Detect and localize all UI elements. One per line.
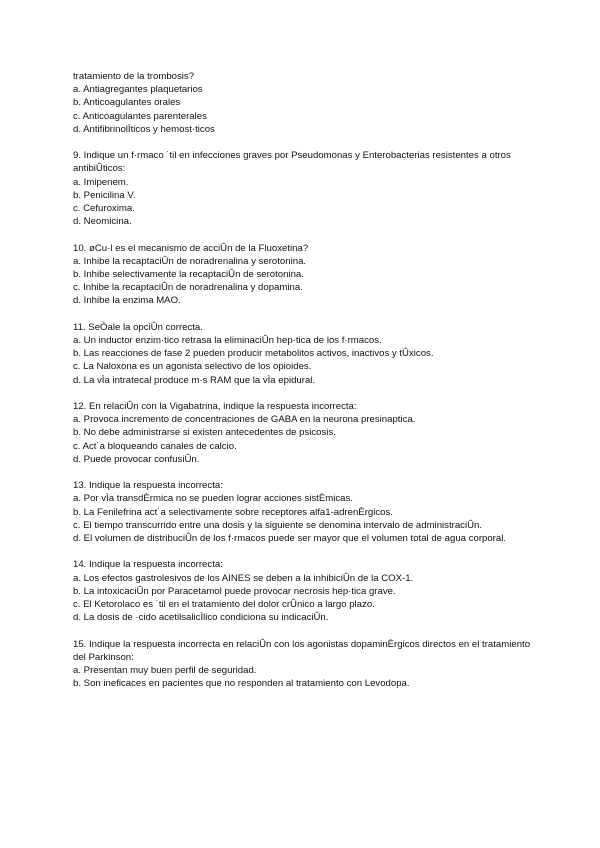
question-stem: 11. SeÒale la opciÛn correcta. (73, 321, 203, 333)
option-a: a. Por vÌa transdÈrmica no se pueden lograr acciones sistÈmicas. (73, 493, 353, 505)
question-block (73, 479, 543, 545)
option-a: a. Antiagregantes plaquetarios (73, 84, 203, 96)
question-stem: 15. Indique la respuesta incorrecta en relaciÛn con los agonistas dopaminÈrgicos directos en el tratamiento del Parkinson: (73, 638, 533, 663)
question-stem: 10. øCu·l es el mecanismo de acciÛn de la Fluoxetina? (73, 242, 309, 254)
option-c: c. Anticoagulantes parenterales (73, 110, 207, 122)
option-b: b. No debe administrarse si existen antecedentes de psicosis. (73, 427, 336, 439)
option-c: c. El Ketorolaco es ˙til en el tratamiento del dolor crÛnico a largo plazo. (73, 599, 375, 611)
option-a: a. Presentan muy buen perfil de seguridad. (73, 665, 257, 677)
option-b: b. Inhibe selectivamente la recaptaciÛn de serotonina. (73, 269, 304, 281)
option-b: b. Las reacciones de fase 2 pueden producir metabolitos activos, inactivos y tÛxicos. (73, 348, 434, 360)
option-d: d. El volumen de distribuciÛn de los f·rmacos puede ser mayor que el volumen total de agua corporal. (73, 533, 507, 545)
option-d: d. AntifibrinolÌticos y hemost·ticos (73, 123, 215, 135)
option-c: c. La Naloxona es un agonista selectivo de los opioides. (73, 361, 312, 373)
question-stem: 13. Indique la respuesta incorrecta: (73, 480, 223, 492)
option-d: d. La vÌa intratecal produce m·s RAM que la vÌa epidural. (73, 374, 316, 386)
question-block (73, 242, 543, 308)
question-block (73, 70, 543, 136)
question-stem: 9. Indique un f·rmaco ˙til en infecciones graves por Pseudomonas y Enterobacterias resistentes a otros antibiÛticos: (73, 150, 514, 175)
question-stem: 14. Indique la respuesta incorrecta: (73, 559, 223, 571)
option-b: b. La Fenilefrina act˙a selectivamente sobre receptores alfa1-adrenÈrgicos. (73, 506, 393, 518)
question-block (73, 638, 543, 691)
option-a: a. Los efectos gastrolesivos de los AINES se deben a la inhibiciÛn de la COX-1. (73, 572, 414, 584)
option-b: b. Anticoagulantes orales (73, 97, 181, 109)
option-b: b. Son ineficaces en pacientes que no responden al tratamiento con Levodopa. (73, 678, 410, 690)
option-b: b. La intoxicaciÛn por Paracetamol puede provocar necrosis hep·tica grave. (73, 585, 396, 597)
option-d: d. Neomicina. (73, 216, 132, 228)
option-a: a. Un inductor enzim·tico retrasa la eliminaciÛn hep·tica de los f·rmacos. (73, 335, 382, 347)
option-a: a. Imipenem. (73, 176, 129, 188)
question-block (73, 321, 543, 387)
question-stem: tratamiento de la trombosis? (73, 71, 195, 82)
option-c: c. Act˙a bloqueando canales de calcio. (73, 440, 237, 452)
option-d: d. Inhibe la enzima MAO. (73, 295, 181, 307)
question-block (73, 149, 543, 228)
option-d: d. Puede provocar confusiÛn. (73, 453, 200, 465)
question-block (73, 400, 543, 466)
option-a: a. Inhibe la recaptaciÛn de noradrenalina y serotonina. (73, 255, 307, 267)
page-content (73, 70, 543, 704)
option-c: c. El tiempo transcurrido entre una dosis y la siguiente se denomina intervalo de administraciÛn. (73, 519, 483, 531)
option-c: c. Inhibe la recaptaciÛn de noradrenalina y dopamina. (73, 282, 303, 294)
question-block (73, 558, 543, 624)
question-stem: 12. En relaciÛn con la Vigabatrina, indique la respuesta incorrecta: (73, 401, 357, 413)
option-d: d. La dosis de ·cido acetilsalicÌlico condiciona su indicaciÛn. (73, 612, 329, 624)
option-b: b. Penicilina V. (73, 189, 136, 201)
option-c: c. Cefuroxima. (73, 203, 135, 215)
option-a: a. Provoca incremento de concentraciones de GABA en la neurona presinaptica. (73, 414, 416, 426)
